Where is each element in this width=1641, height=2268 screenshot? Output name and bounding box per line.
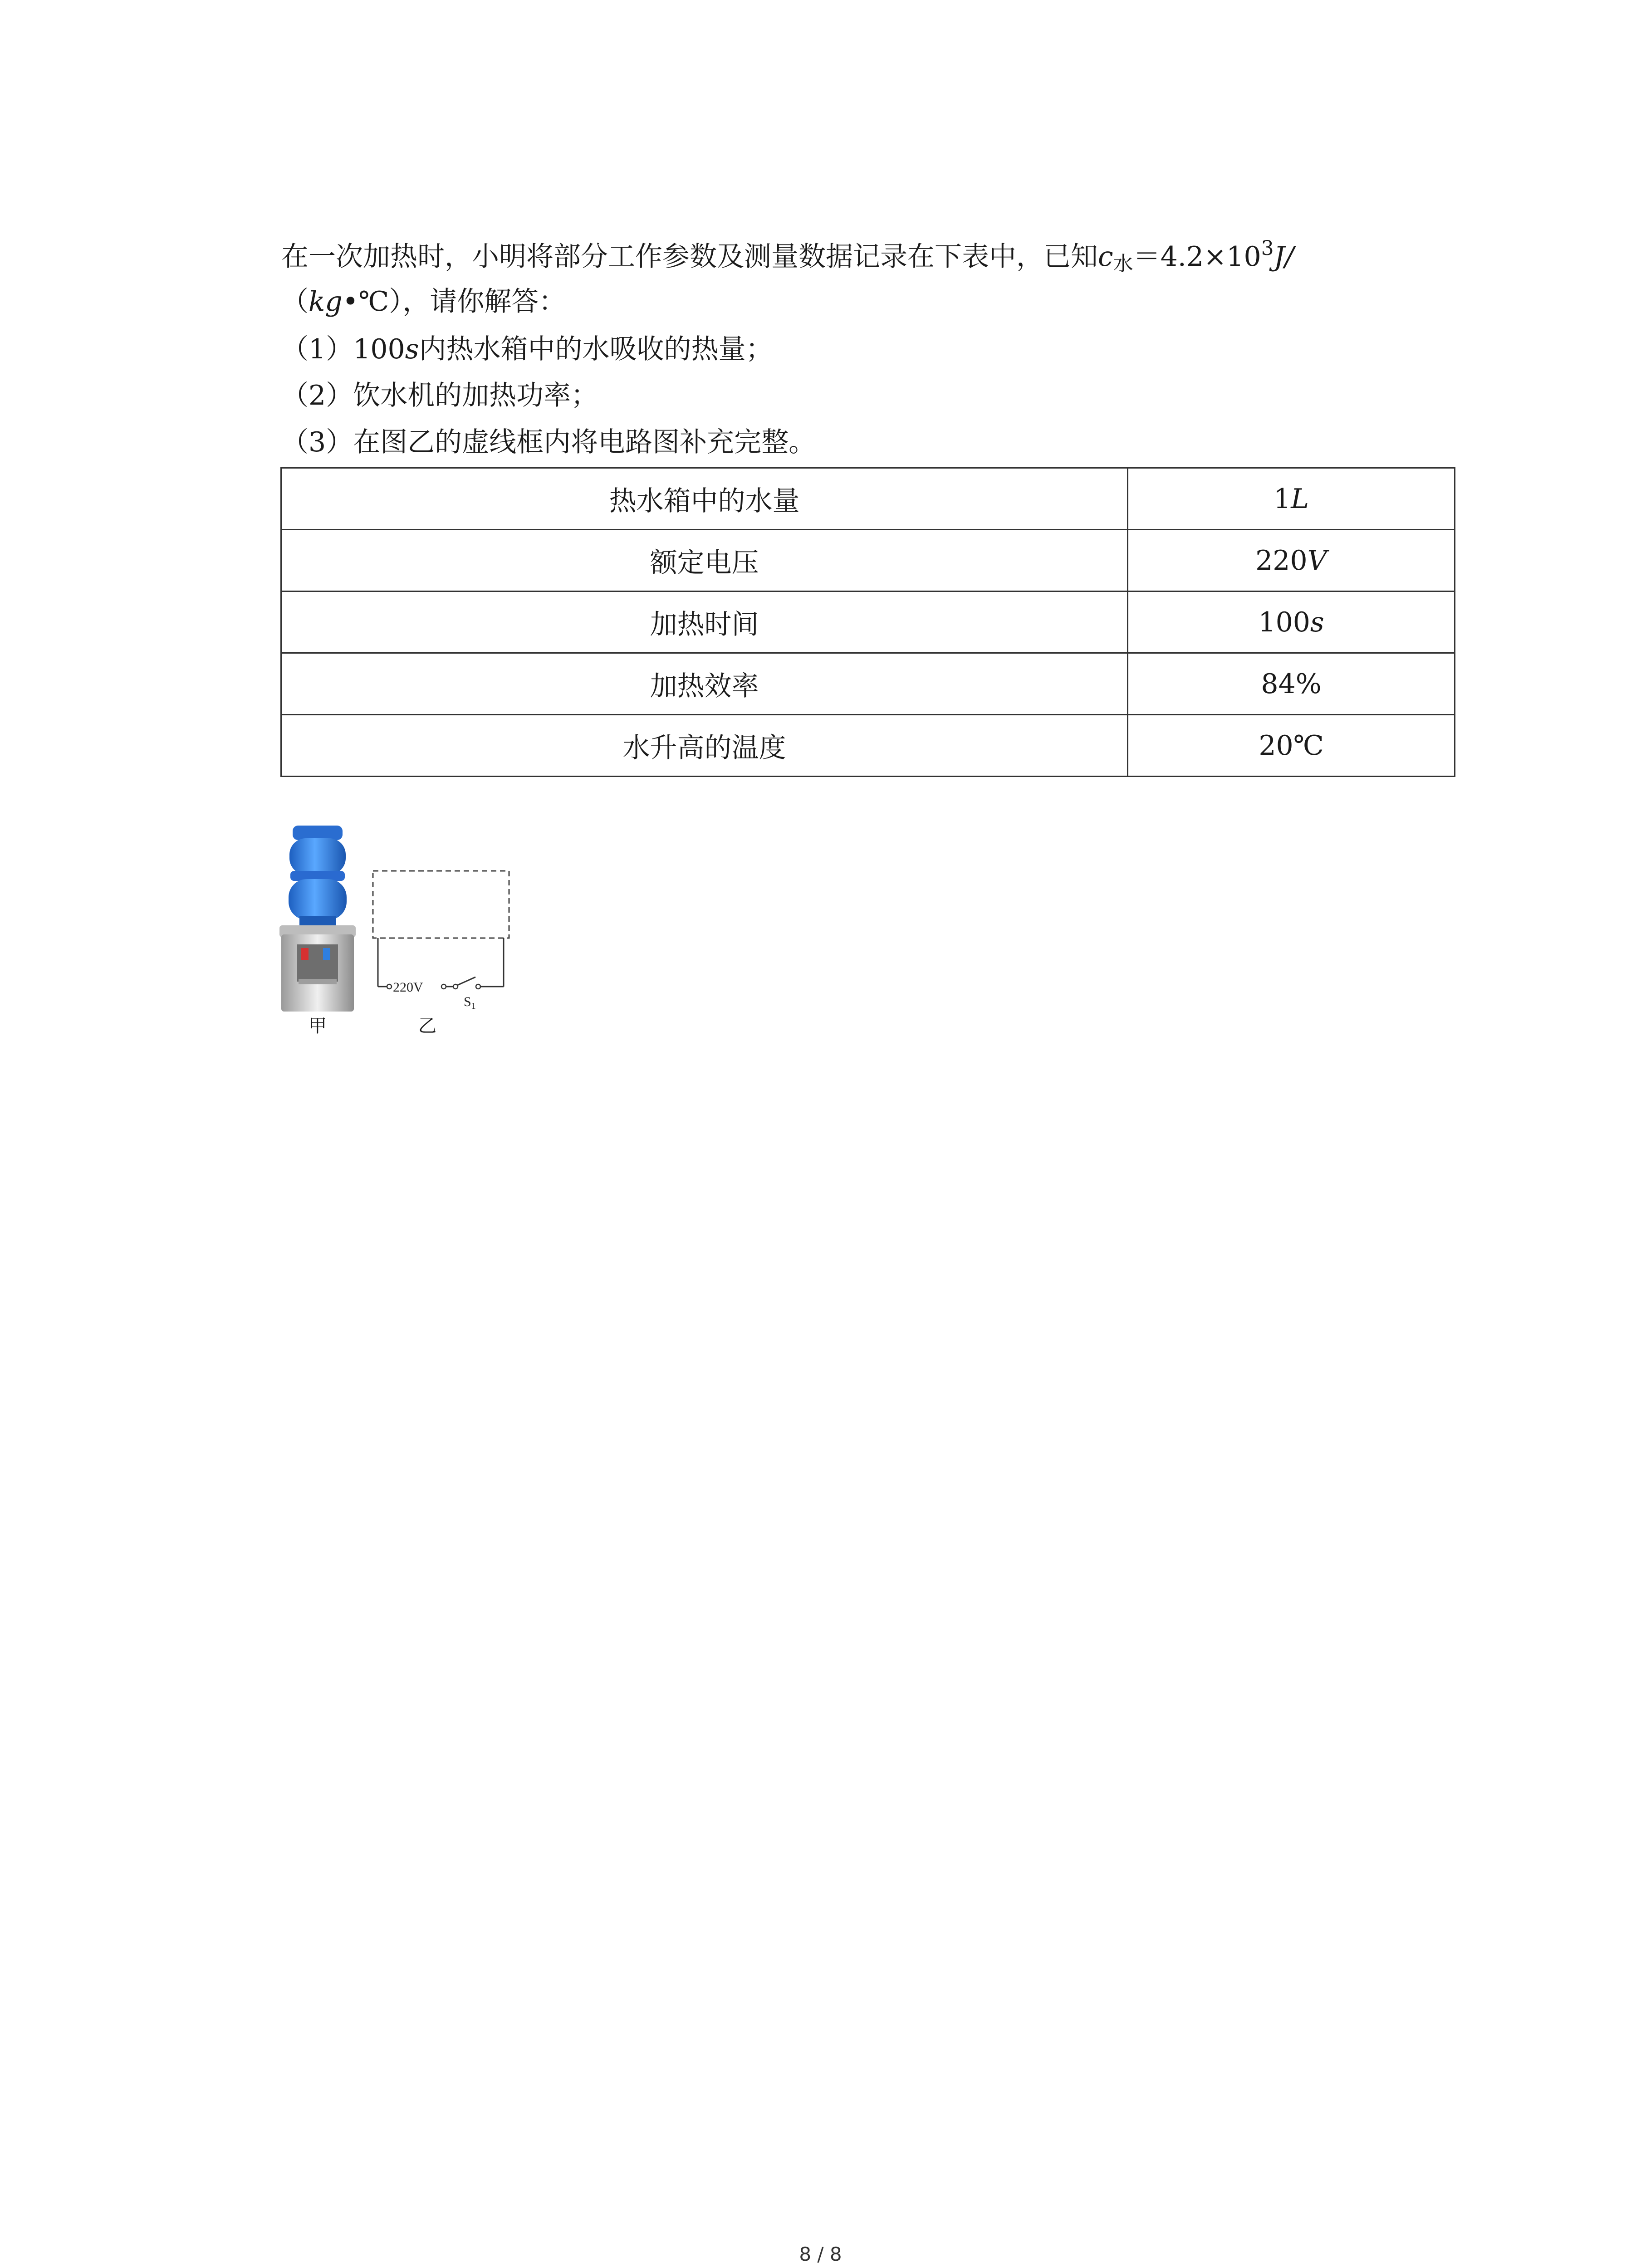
- figure: [272, 826, 567, 1052]
- question-unit: s: [405, 333, 419, 365]
- table-row: [281, 468, 1455, 530]
- voltage-label: 220V: [393, 980, 423, 995]
- value-number: 220: [1255, 544, 1308, 577]
- row-value: [1128, 653, 1455, 715]
- value-number: 1: [1274, 483, 1291, 515]
- parameter-table: [280, 467, 1455, 777]
- question-text: 在图乙的虚线框内将电路图补充完整。: [353, 426, 816, 458]
- table-row: [281, 591, 1455, 653]
- row-label: 额定电压: [281, 530, 1128, 591]
- value-number: 100: [1258, 606, 1310, 638]
- switch-contact-icon: [476, 984, 480, 989]
- table-row: [281, 715, 1455, 777]
- dashed-box: [373, 871, 509, 938]
- value-number: 84%: [1261, 668, 1322, 700]
- caption-yi: 乙: [418, 1016, 436, 1036]
- equals-value: ＝4.2×10: [1133, 241, 1261, 273]
- figure-drawing: [272, 826, 567, 1016]
- row-value: [1128, 591, 1455, 653]
- water-dispenser-icon: [279, 826, 356, 1012]
- row-label: 热水箱中的水量: [281, 468, 1128, 530]
- circuit-diagram: [373, 871, 509, 1011]
- question-value: 100: [353, 333, 405, 365]
- row-value: [1128, 715, 1455, 777]
- value-unit: L: [1291, 483, 1309, 515]
- value-unit: V: [1307, 544, 1327, 577]
- switch-blade-icon: [457, 977, 475, 985]
- row-label: 加热效率: [281, 653, 1128, 715]
- question-number: （2）: [281, 380, 353, 411]
- terminal-right-icon: [441, 984, 446, 989]
- unit-j: J/: [1274, 241, 1294, 273]
- row-label: 加热时间: [281, 591, 1128, 653]
- question-1: [281, 331, 773, 367]
- question-3: [281, 424, 816, 460]
- question-number: （3）: [281, 426, 353, 458]
- row-label: 水升高的温度: [281, 715, 1128, 777]
- question-number: （1）: [281, 333, 353, 365]
- table-row: [281, 653, 1455, 715]
- terminal-left-icon: [387, 984, 392, 989]
- switch-pivot-icon: [453, 984, 458, 989]
- switch-label: [464, 994, 476, 1011]
- switch-subscript: 1: [471, 1001, 476, 1011]
- value-unit: s: [1310, 606, 1324, 638]
- intro-line-1: [281, 230, 1294, 282]
- table-row: [281, 530, 1455, 591]
- intro-text: 在一次加热时，小明将部分工作参数及测量数据记录在下表中，已知: [281, 241, 1098, 273]
- row-value: [1128, 530, 1455, 591]
- paren-open: （: [281, 286, 309, 318]
- question-2: [281, 377, 598, 414]
- unit-kg: kg: [309, 286, 343, 318]
- page-number: 8 / 8: [799, 2243, 842, 2265]
- intro-line-2: [281, 284, 566, 320]
- row-value: [1128, 468, 1455, 530]
- value-number: 20℃: [1259, 729, 1324, 762]
- caption-jia: 甲: [309, 1016, 327, 1036]
- c-symbol: c: [1098, 241, 1113, 273]
- question-text: 饮水机的加热功率；: [353, 380, 598, 411]
- question-text: 内热水箱中的水吸收的热量；: [419, 333, 773, 365]
- exponent: 3: [1261, 237, 1274, 260]
- switch-letter: S: [464, 994, 471, 1009]
- c-subscript: 水: [1113, 252, 1133, 275]
- intro-line-2-rest: •℃），请你解答：: [342, 286, 566, 318]
